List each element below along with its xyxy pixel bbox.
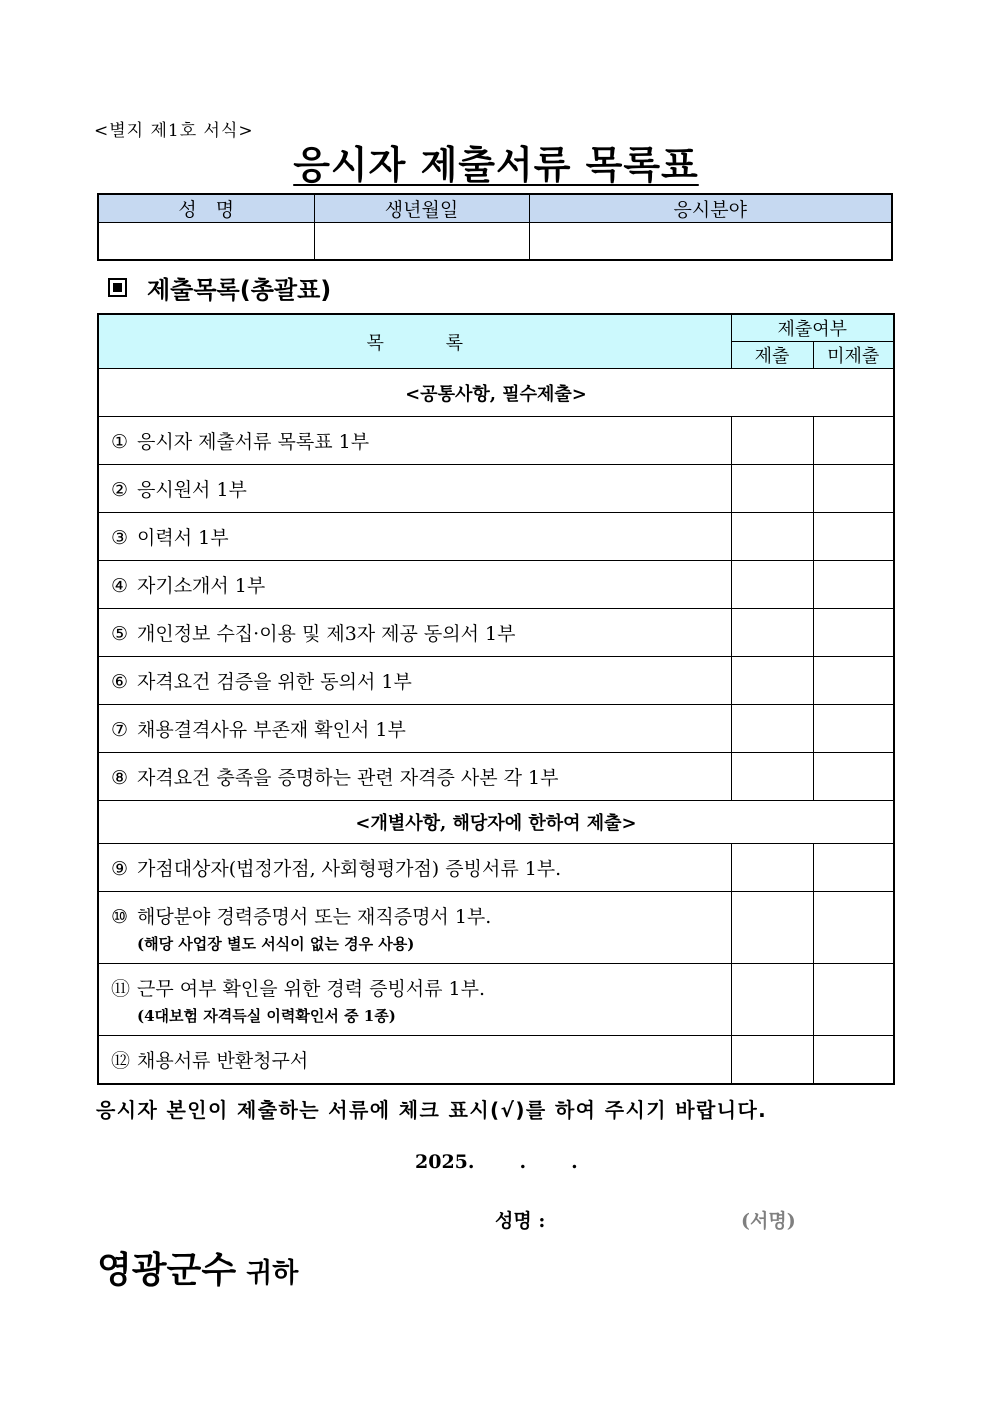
not-submitted-check-cell[interactable] — [813, 964, 894, 1036]
section-title: 제출목록(총괄표) — [147, 276, 332, 304]
submission-list-table — [97, 313, 895, 1085]
group-individual-label: <개별사항, 해당자에 한하여 제출> — [98, 801, 894, 844]
group-row-common — [98, 369, 894, 417]
birthdate-cell[interactable] — [314, 223, 529, 261]
signature-mark: (서명) — [741, 1210, 796, 1232]
not-submitted-check-cell[interactable] — [813, 609, 894, 657]
item-text: 자격요건 충족을 증명하는 관련 자격증 사본 각 1부 — [137, 767, 559, 789]
item-number: ⑨ — [111, 858, 129, 880]
item-text: 채용결격사유 부존재 확인서 1부 — [137, 719, 406, 741]
status-column-header: 제출여부 — [731, 314, 894, 342]
item-text: 응시원서 1부 — [137, 479, 247, 501]
date-line — [415, 1151, 578, 1173]
section-heading — [108, 270, 331, 305]
not-submitted-check-cell[interactable] — [813, 753, 894, 801]
not-submitted-check-cell[interactable] — [813, 705, 894, 753]
document-title-text: 응시자 제출서류 목록표 — [293, 143, 699, 187]
submitted-check-cell[interactable] — [731, 705, 813, 753]
item-number: ⑥ — [111, 671, 129, 693]
not-submitted-check-cell[interactable] — [813, 892, 894, 964]
item-text: 개인정보 수집·이용 및 제3자 제공 동의서 1부 — [137, 623, 516, 645]
signature-label: 성명 : — [495, 1210, 546, 1232]
submitted-check-cell[interactable] — [731, 465, 813, 513]
item-name — [98, 753, 731, 801]
date-year: 2025. — [415, 1151, 475, 1173]
submitted-check-cell[interactable] — [731, 513, 813, 561]
table-row — [98, 561, 894, 609]
table-row — [98, 892, 894, 964]
table-row — [98, 609, 894, 657]
name-header: 성 명 — [98, 194, 314, 223]
addressee — [97, 1242, 298, 1293]
not-submitted-check-cell[interactable] — [813, 417, 894, 465]
applicant-info-table — [97, 193, 893, 261]
submitted-check-cell[interactable] — [731, 609, 813, 657]
table-row — [98, 844, 894, 892]
item-name — [98, 892, 731, 964]
submitted-check-cell[interactable] — [731, 964, 813, 1036]
submitted-column-header: 제출 — [731, 342, 813, 369]
table-row — [98, 465, 894, 513]
table-row — [98, 753, 894, 801]
submitted-check-cell[interactable] — [731, 844, 813, 892]
item-name — [98, 705, 731, 753]
not-submitted-check-cell[interactable] — [813, 561, 894, 609]
group-common-label: <공통사항, 필수제출> — [98, 369, 894, 417]
item-name — [98, 1036, 731, 1084]
item-number: ⑧ — [111, 767, 129, 789]
field-cell[interactable] — [529, 223, 892, 261]
addressee-suffix: 귀하 — [246, 1258, 299, 1289]
item-name — [98, 609, 731, 657]
table-row — [98, 513, 894, 561]
item-number: ⑩ — [111, 905, 129, 928]
item-number: ③ — [111, 527, 129, 549]
document-title — [0, 134, 992, 189]
filled-square-icon — [108, 278, 127, 297]
item-number: ⑫ — [111, 1049, 131, 1072]
submitted-check-cell[interactable] — [731, 561, 813, 609]
item-text: 가점대상자(법정가점, 사회형평가점) 증빙서류 1부. — [137, 858, 562, 880]
applicant-info-input-row — [98, 223, 892, 261]
item-text: 채용서류 반환청구서 — [137, 1049, 309, 1072]
item-number: ② — [111, 479, 129, 501]
submitted-check-cell[interactable] — [731, 417, 813, 465]
not-submitted-column-header: 미제출 — [813, 342, 894, 369]
date-day-dot: . — [571, 1151, 578, 1173]
submitted-check-cell[interactable] — [731, 657, 813, 705]
item-note: (해당 사업장 별도 서식이 없는 경우 사용) — [137, 934, 415, 953]
not-submitted-check-cell[interactable] — [813, 657, 894, 705]
item-text: 이력서 1부 — [137, 527, 229, 549]
not-submitted-check-cell[interactable] — [813, 1036, 894, 1084]
item-name — [98, 844, 731, 892]
table-row — [98, 964, 894, 1036]
group-row-individual — [98, 801, 894, 844]
table-row — [98, 657, 894, 705]
item-text: 자기소개서 1부 — [137, 575, 266, 597]
item-column-header: 목 록 — [98, 314, 731, 369]
item-name — [98, 465, 731, 513]
birthdate-header: 생년월일 — [314, 194, 529, 223]
item-name — [98, 513, 731, 561]
table-row — [98, 417, 894, 465]
table-row — [98, 1036, 894, 1084]
instruction-text: 응시자 본인이 제출하는 서류에 체크 표시(√)를 하여 주시기 바랍니다. — [96, 1098, 768, 1122]
item-name — [98, 657, 731, 705]
item-name — [98, 561, 731, 609]
not-submitted-check-cell[interactable] — [813, 465, 894, 513]
submitted-check-cell[interactable] — [731, 892, 813, 964]
item-text: 응시자 제출서류 목록표 1부 — [137, 431, 370, 453]
item-note: (4대보험 자격득실 이력확인서 중 1종) — [137, 1006, 396, 1025]
item-name — [98, 964, 731, 1036]
submitted-check-cell[interactable] — [731, 753, 813, 801]
item-number: ④ — [111, 575, 129, 597]
not-submitted-check-cell[interactable] — [813, 513, 894, 561]
item-number: ① — [111, 431, 129, 453]
applicant-info-header-row — [98, 194, 892, 223]
list-header-row — [98, 314, 894, 342]
form-number: <별지 제1호 서식> — [94, 121, 254, 141]
item-number: ⑪ — [111, 977, 131, 1000]
item-name — [98, 417, 731, 465]
date-month-dot: . — [519, 1151, 527, 1173]
submitted-check-cell[interactable] — [731, 1036, 813, 1084]
item-text: 근무 여부 확인을 위한 경력 증빙서류 1부. — [137, 977, 486, 1000]
item-text: 자격요건 검증을 위한 동의서 1부 — [137, 671, 412, 693]
field-header: 응시분야 — [529, 194, 892, 223]
addressee-name: 영광군수 — [97, 1250, 237, 1291]
item-number: ⑤ — [111, 623, 129, 645]
item-text: 해당분야 경력증명서 또는 재직증명서 1부. — [137, 905, 492, 928]
not-submitted-check-cell[interactable] — [813, 844, 894, 892]
name-cell[interactable] — [98, 223, 314, 261]
item-number: ⑦ — [111, 719, 129, 741]
table-row — [98, 705, 894, 753]
